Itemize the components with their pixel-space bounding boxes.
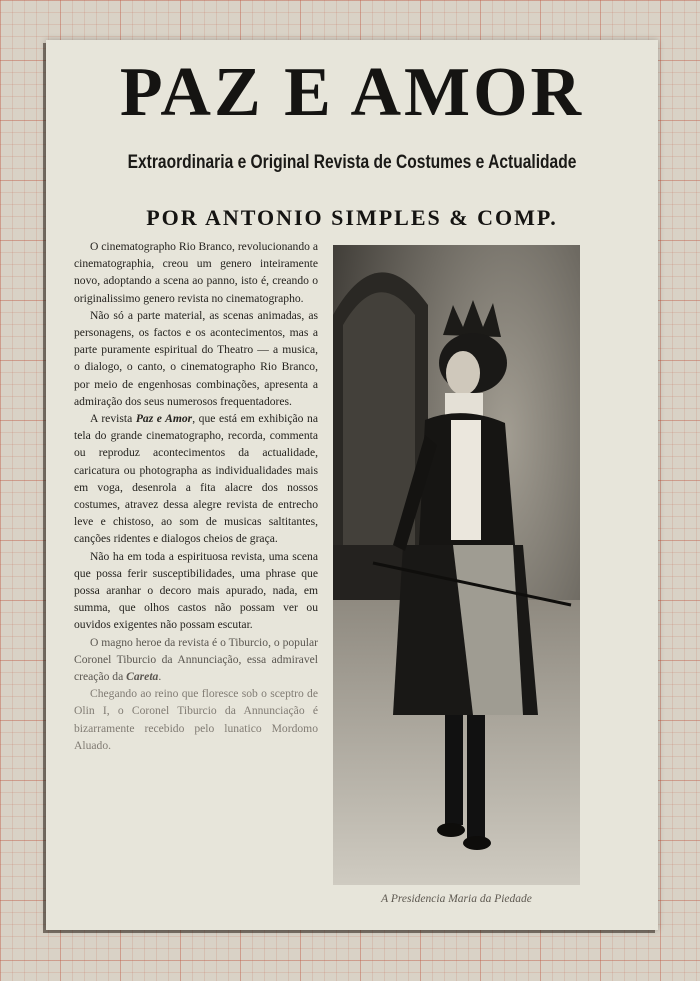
paragraph-5-start: O magno heroe da revista é o Tiburcio, o popular Coronel Tiburcio da Annunciação, essa admiravel creação da (74, 635, 318, 684)
paragraph-4: Não ha em toda a espirituosa revista, uma scena que possa ferir susceptibilidades, uma phrase que possa aranhar o decoro mais apurado, nada, em summa, que olhos castos não possam ver ou ouvidos exigentes não possam escutar. (74, 549, 318, 632)
revue-title-mention: Paz e Amor (135, 412, 193, 426)
paragraph-3-end: , que está em exhibição na tela do grande cinematographo, recorda, commenta ou reproduz acontecimentos da actualidade, caricatura ou photographa as individualidades mais em voga, desenrola a fita alacre dos nossos costumes, atravez dessa alegre revista de entrecho leve e chistoso, ao som de musicas saltitantes, canções ridentes e dialogos cheios de graça. (74, 412, 318, 546)
paragraph-2: Não só a parte material, as scenas animadas, as personagens, os factos e os acontecimentos, mas a parte puramente espiritual do Theatro — a musica, o dialogo, o canto, o cinematographo Rio Branco, por meio de engenhosas combinações, apresenta a admiração dos seus numerosos frequentadores. (74, 308, 318, 408)
actress-photo (333, 245, 580, 885)
paragraph-5-end: . (158, 670, 162, 684)
paragraph-1: O cinematographo Rio Branco, revolucionando a cinematographia, creou um genero inteiramente novo, adoptando a scena ao panno, isto é, creando o originalissimo genero revista no cinematographo. (74, 240, 318, 305)
postcard (46, 40, 658, 930)
article-text (74, 238, 318, 754)
careta-mention: Careta (126, 670, 159, 684)
byline: POR ANTONIO SIMPLES & COMP. (146, 205, 558, 230)
photo-caption: A Presidencia Maria da Piedade (381, 893, 532, 905)
paragraph-3 (74, 410, 318, 548)
paragraph-5 (74, 634, 318, 686)
paragraph-6: Chegando ao reino que floresce sob o sceptro de Olin I, o Coronel Tiburcio da Annunciação é bizarramente recebido pelo lunatico Mordomo Aluado. (74, 687, 318, 752)
page-title: PAZ E AMOR (119, 54, 585, 131)
paragraph-3-start: A revista (90, 412, 136, 426)
subtitle: Extraordinaria e Original Revista de Costumes e Actualidade (127, 152, 577, 173)
